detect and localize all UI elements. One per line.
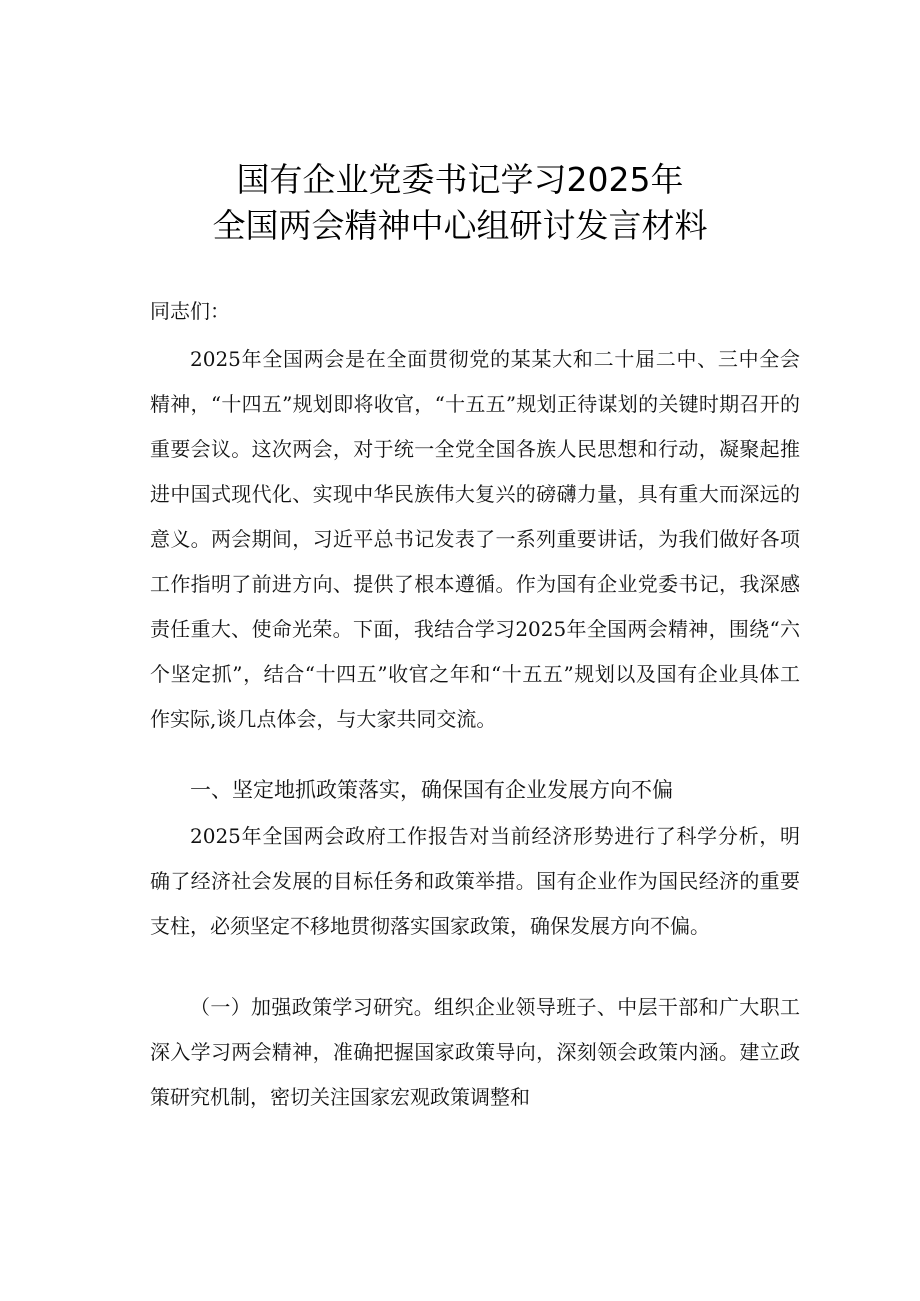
document-title-line-2: 全国两会精神中心组研讨发言材料 bbox=[212, 206, 708, 245]
salutation: 同志们： bbox=[150, 299, 230, 323]
paragraph-subsection-1 bbox=[150, 985, 800, 1120]
paragraph-section-1-intro bbox=[150, 814, 800, 949]
paragraph-introduction bbox=[150, 337, 800, 742]
paragraph-text: 2025年全国两会政府工作报告对当前经济形势进行了科学分析，明确了经济社会发展的目标任务和政策举措。国有企业作为国民经济的重要支柱，必须坚定不移地贯彻落实国家政策，确保发展方向不偏。 bbox=[150, 824, 800, 938]
document-title-line-1: 国有企业党委书记学习2025年 bbox=[236, 160, 684, 199]
paragraph-text: （一）加强政策学习研究。组织企业领导班子、中层干部和广大职工深入学习两会精神，准确把握国家政策导向，深刻领会政策内涵。建立政策研究机制，密切关注国家宏观政策调整和 bbox=[150, 995, 800, 1109]
section-heading-1: 一、坚定地抓政策落实，确保国有企业发展方向不偏 bbox=[190, 778, 673, 802]
paragraph-text: 2025年全国两会是在全面贯彻党的某某大和二十届二中、三中全会精神，“十四五”规划即将收官，“十五五”规划正待谋划的关键时期召开的重要会议。这次两会，对于统一全党全国各族人民思想和行动，凝聚起推进中国式现代化、实现中华民族伟大复兴的磅礴力量，具有重大而深远的意义。两会期间，习近平总书记发表了一系列重要讲话，为我们做好各项工作指明了前进方向、提供了根本遵循。作为国有企业党委书记，我深感责任重大、使命光荣。下面，我结合学习2025年全国两会精神，围绕“六个坚定抓”，结合“十四五”收官之年和“十五五”规划以及国有企业具体工作实际,谈几点体会，与大家共同交流。 bbox=[150, 347, 800, 731]
